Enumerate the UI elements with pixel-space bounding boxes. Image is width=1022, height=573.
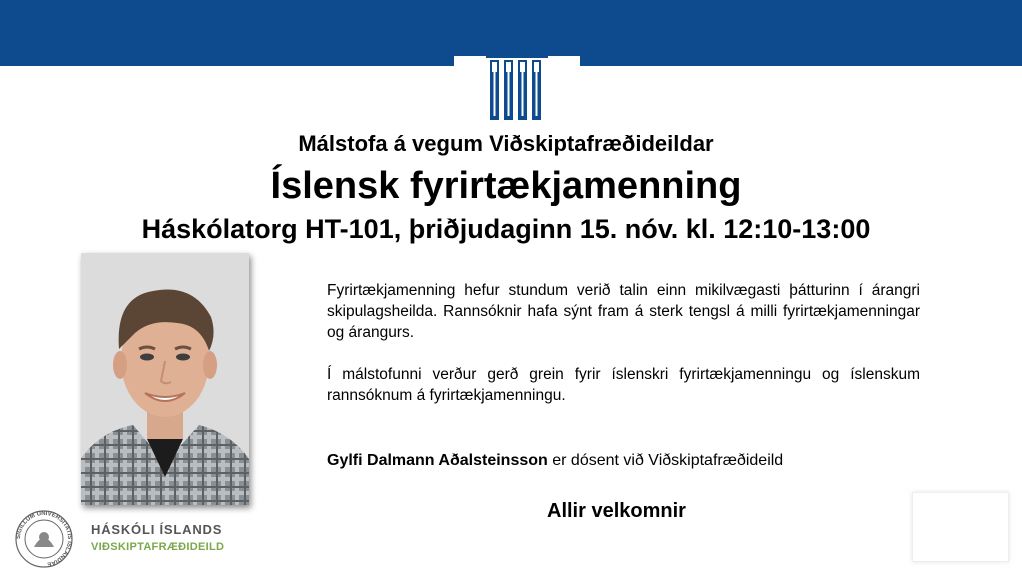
corner-frame: [912, 492, 1009, 562]
columns-logo-icon: [486, 50, 548, 122]
speaker-name: Gylfi Dalmann Aðalsteinsson: [327, 452, 548, 469]
description-paragraph-2: Í málstofunni verður gerð grein fyrir íslenskri fyrirtækjamenningu og íslenskum rannsóknum á fyrirtækjamenningu.: [327, 366, 920, 404]
university-name: HÁSKÓLI ÍSLANDS: [91, 522, 223, 537]
description-paragraph-1: Fyrirtækjamenning hefur stundum verið talin einn mikilvægasti þátturinn í árangri skipulagsheilda. Rannsóknir hafa sýnt fram á sterk tengsl á milli fyrirtækjamenningar og árangurs.: [327, 282, 920, 341]
event-venue-time: Háskólatorg HT-101, þriðjudaginn 15. nóv. kl. 12:10-13:00: [141, 214, 871, 244]
event-title: Íslensk fyrirtækjamenning: [270, 165, 742, 207]
seal-text: SIGILLUM UNIVERSITATIS ISLANDIAE: [15, 510, 73, 567]
speaker-line: [327, 452, 783, 470]
speaker-portrait: [81, 253, 249, 505]
event-description: [327, 280, 920, 427]
welcome-text: Allir velkomnir: [547, 500, 686, 522]
speaker-role: er dósent við Viðskiptafræðideild: [552, 452, 784, 469]
event-subtitle: Málstofa á vegum Viðskiptafræðideildar: [298, 131, 714, 156]
university-seal-icon: [14, 509, 74, 569]
department-name: VIÐSKIPTAFRÆÐIDEILD: [91, 541, 225, 553]
